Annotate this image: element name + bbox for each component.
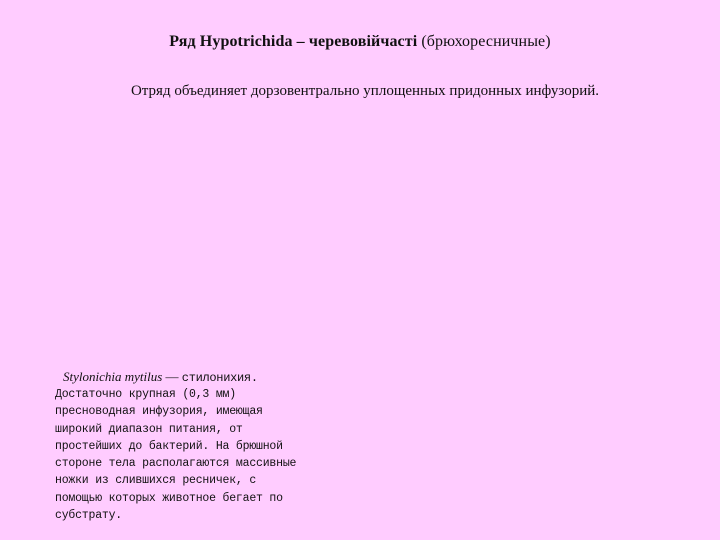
description-line: простейших до бактерий. На брюшной <box>55 439 283 453</box>
slide-subtitle: Отряд объединяет дорзовентрально уплощенных придонных инфузорий. <box>130 83 600 99</box>
species-period: . <box>250 371 258 385</box>
species-latin-name: Stylonichia mytilus <box>63 369 163 384</box>
title-normal-part: (брюхоресничные) <box>421 33 551 50</box>
species-description <box>55 386 307 524</box>
description-line: широкий диапазон питания, от <box>55 422 243 436</box>
species-separator: — <box>162 369 182 384</box>
description-line: ножки из слившихся ресничек, с <box>55 474 257 488</box>
species-heading <box>63 369 258 385</box>
slide-title <box>0 33 720 51</box>
title-bold-part: Ряд Hypotrichida – черевовійчасті <box>169 33 418 50</box>
species-common-name: стилонихия <box>181 371 251 385</box>
description-line: пресноводная инфузория, имеющая <box>55 405 263 419</box>
description-line: помощью которых животное бегает по <box>55 491 283 505</box>
description-line: Достаточно крупная (0,3 мм) <box>55 388 236 401</box>
description-line: стороне тела располагаются массивные <box>55 457 297 471</box>
description-line: субстрату. <box>55 509 123 523</box>
